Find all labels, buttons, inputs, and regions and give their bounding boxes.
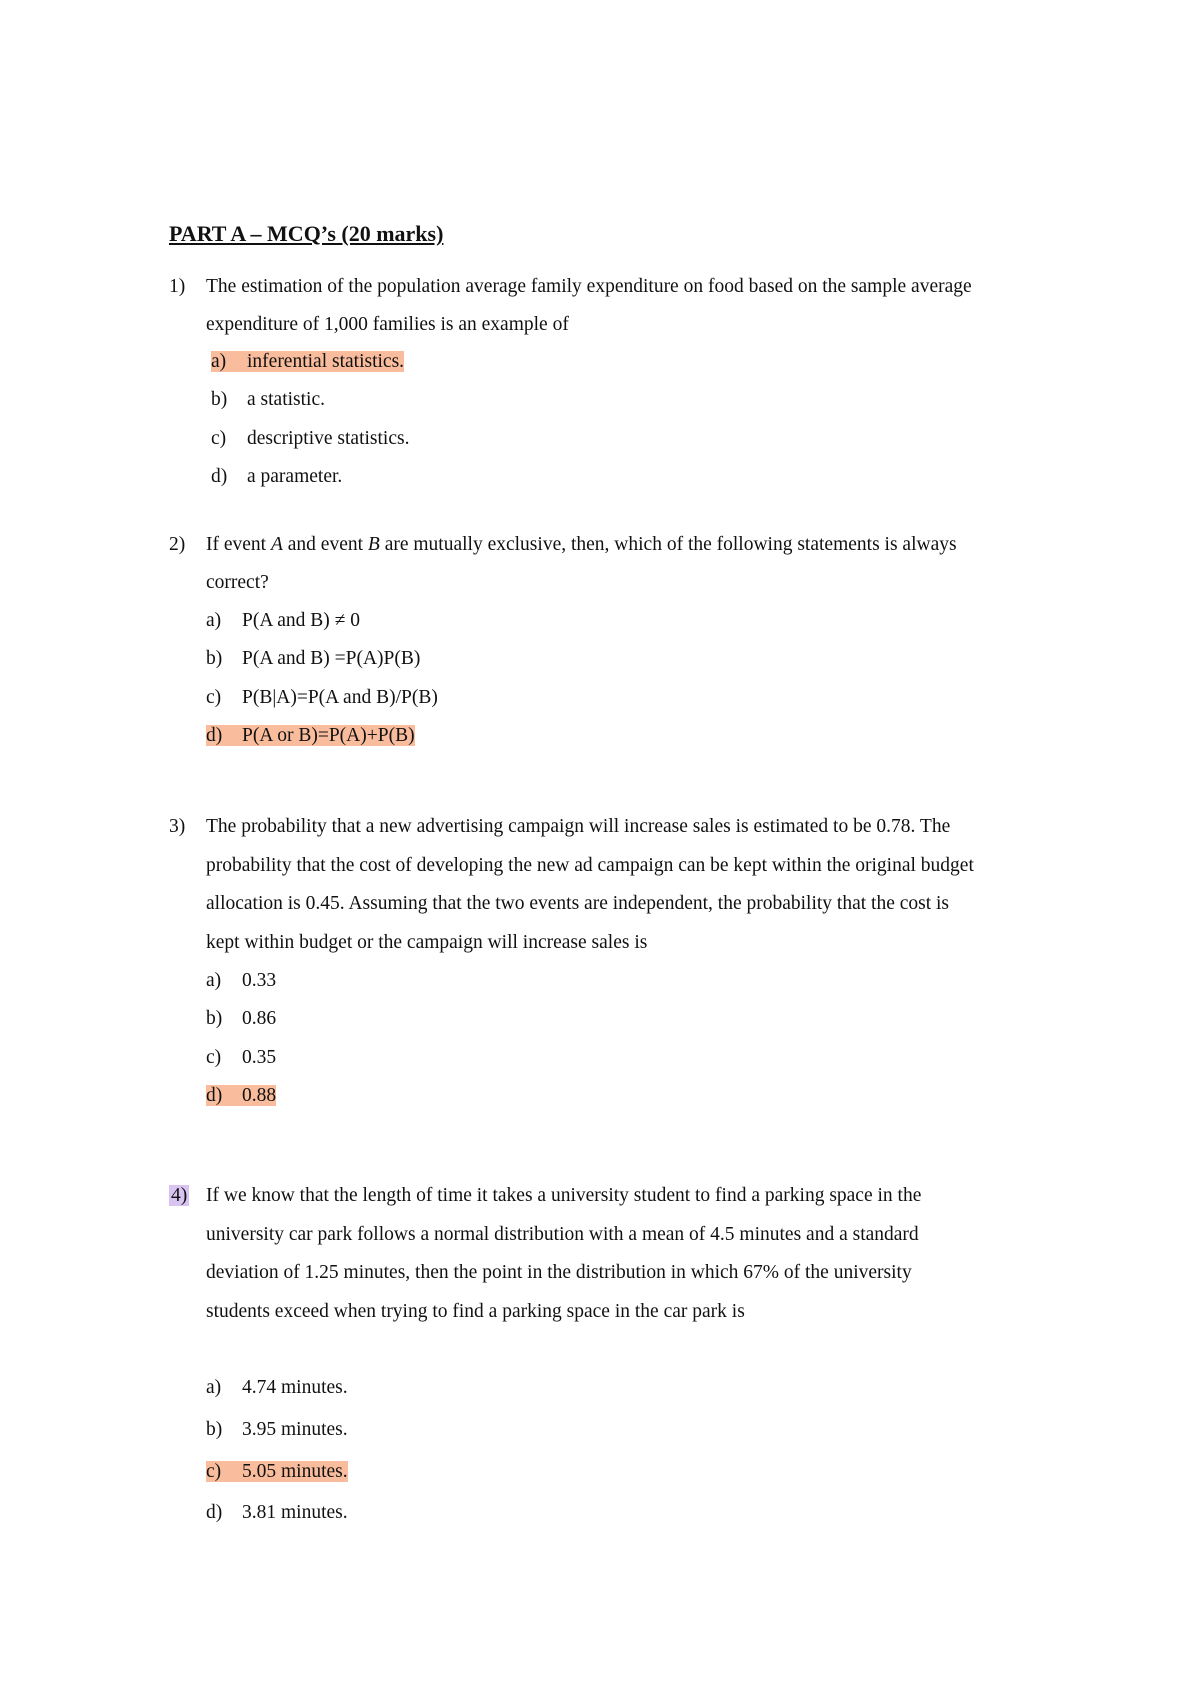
question-2-number: 2) <box>169 534 186 555</box>
question-4-option-a: a) 4.74 minutes. <box>206 1377 348 1398</box>
question-2-option-b: b) P(A and B) =P(A)P(B) <box>206 648 421 669</box>
section-heading: PART A – MCQ’s (20 marks) <box>169 221 444 246</box>
question-3-line-3: allocation is 0.45. Assuming that the two events are independent, the probability that the cost is <box>206 893 950 914</box>
question-1-option-b: b) a statistic. <box>211 389 325 410</box>
answer-highlight: a) inferential statistics. <box>211 351 405 372</box>
question-4-option-d: d) 3.81 minutes. <box>206 1502 348 1523</box>
question-2-option-a: a) P(A and B) ≠ 0 <box>206 610 360 631</box>
question-1-number: 1) <box>169 276 186 297</box>
answer-highlight: d) P(A or B)=P(A)+P(B) <box>206 725 415 746</box>
question-1-line-2: expenditure of 1,000 families is an example of <box>206 314 569 335</box>
question-4-option-b: b) 3.95 minutes. <box>206 1419 348 1440</box>
question-3-option-a: a) 0.33 <box>206 970 277 991</box>
question-4-line-1: If we know that the length of time it takes a university student to find a parking space in the <box>206 1185 922 1206</box>
question-1-option-a <box>211 349 404 375</box>
question-4-line-2: university car park follows a normal distribution with a mean of 4.5 minutes and a standard <box>206 1224 919 1245</box>
question-4-number <box>169 1182 189 1210</box>
question-2-option-c: c) P(B|A)=P(A and B)/P(B) <box>206 687 438 708</box>
question-1-option-d: d) a parameter. <box>211 466 343 487</box>
question-3-line-4: kept within budget or the campaign will increase sales is <box>206 932 648 953</box>
question-4-line-3: deviation of 1.25 minutes, then the point in the distribution in which 67% of the university <box>206 1262 912 1283</box>
question-2-option-d <box>206 723 415 749</box>
question-2-line-1: If event A and event B are mutually exclusive, then, which of the following statements is always <box>206 534 957 555</box>
question-3-option-b: b) 0.86 <box>206 1008 277 1029</box>
question-3-option-d <box>206 1083 276 1109</box>
question-3-line-1: The probability that a new advertising campaign will increase sales is estimated to be 0.78. The <box>206 816 951 837</box>
question-4-line-4: students exceed when trying to find a parking space in the car park is <box>206 1301 745 1322</box>
question-3-number: 3) <box>169 816 186 837</box>
question-3-option-c: c) 0.35 <box>206 1047 277 1068</box>
question-3-line-2: probability that the cost of developing the new ad campaign can be kept within the original budget <box>206 855 974 876</box>
answer-highlight: c) 5.05 minutes. <box>206 1461 348 1482</box>
question-4-option-c <box>206 1459 348 1485</box>
question-1-option-c: c) descriptive statistics. <box>211 428 410 449</box>
question-1-line-1: The estimation of the population average family expenditure on food based on the sample average <box>206 276 972 297</box>
answer-highlight: d) 0.88 <box>206 1085 277 1106</box>
question-highlight: 4) <box>171 1185 188 1206</box>
question-2-line-2: correct? <box>206 572 269 593</box>
